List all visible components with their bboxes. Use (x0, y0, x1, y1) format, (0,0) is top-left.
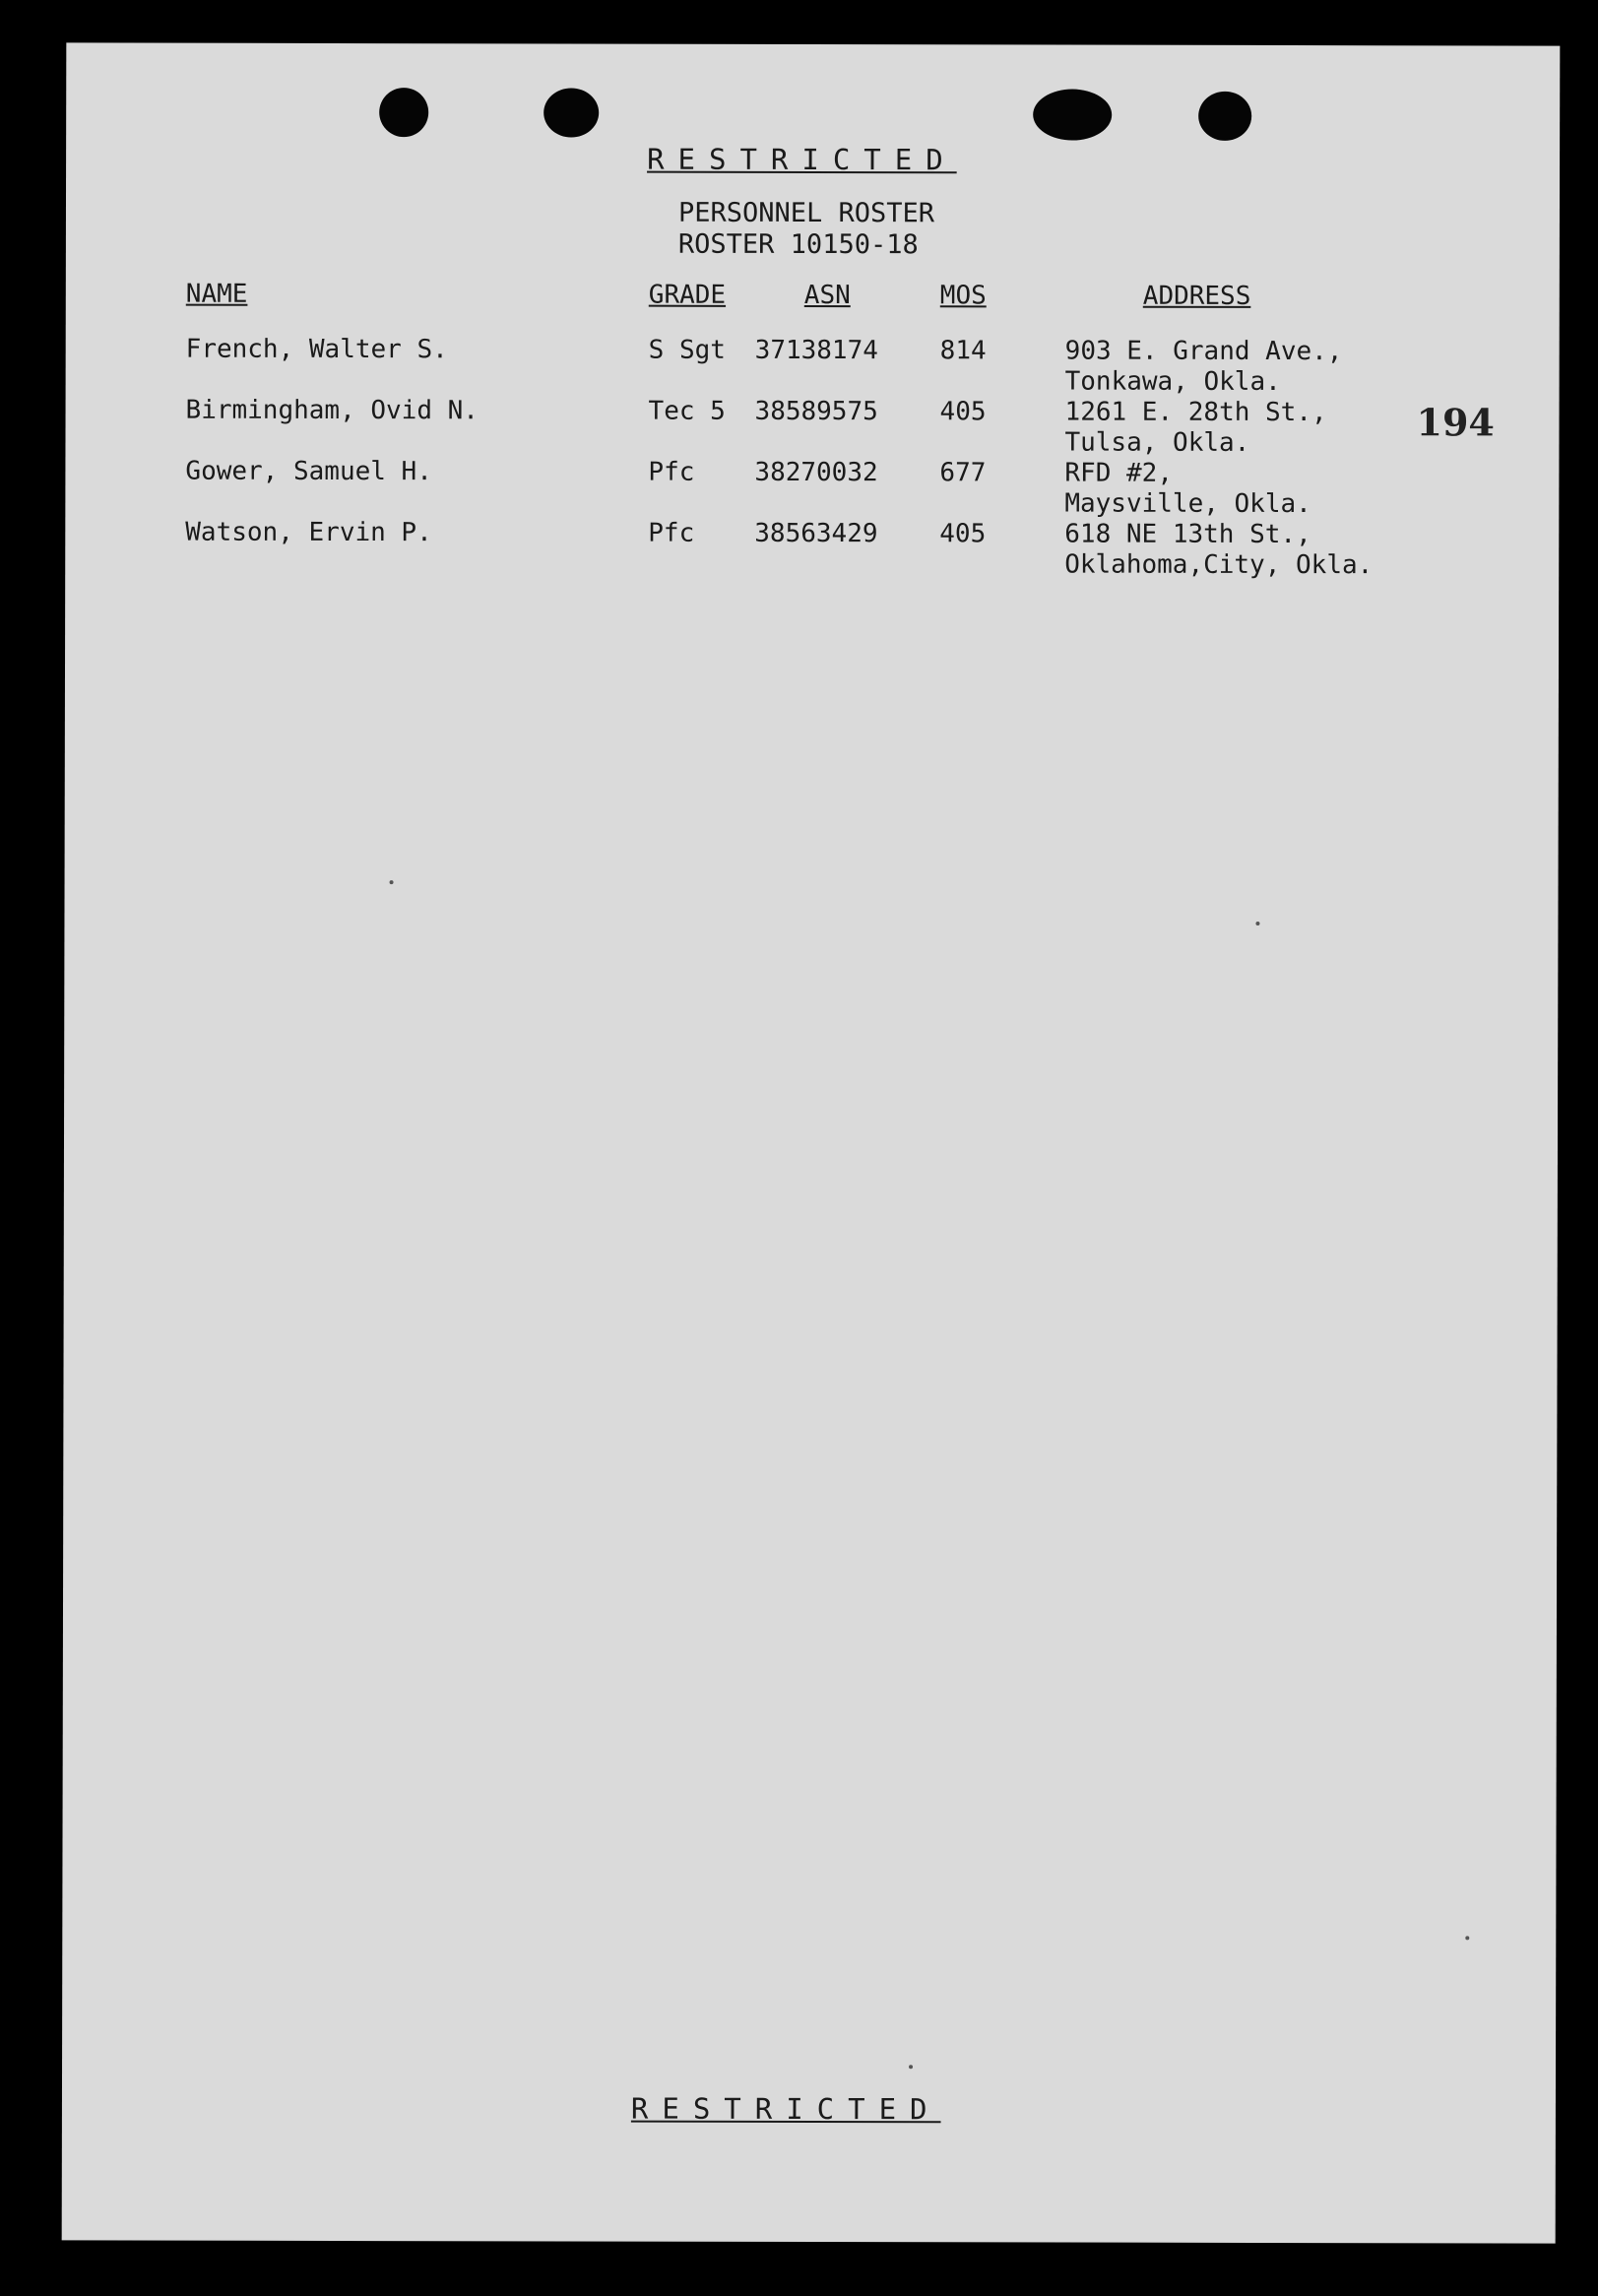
roster-mos: 677 (939, 458, 987, 488)
document-title: PERSONNEL ROSTER (677, 197, 935, 229)
roster-number: ROSTER 10150-18 (677, 228, 919, 261)
roster-asn: 37138174 (754, 335, 878, 366)
paper-speck (909, 2065, 913, 2069)
roster-address-line2: Maysville, Okla. (1064, 488, 1311, 520)
paper-speck (1465, 1936, 1469, 1940)
roster-mos: 814 (939, 336, 987, 366)
page-number: 194 (1416, 400, 1495, 445)
roster-mos: 405 (939, 397, 987, 427)
roster-mos: 405 (939, 519, 987, 549)
roster-grade: S Sgt (648, 335, 726, 365)
roster-name: Gower, Samuel H. (185, 456, 432, 487)
classification-marking-top: RESTRICTED (647, 142, 957, 177)
roster-asn: 38270032 (754, 457, 878, 488)
column-header-grade: GRADE (648, 280, 727, 310)
roster-address-line1: 1261 E. 28th St., (1064, 397, 1327, 428)
roster-name: French, Walter S. (185, 334, 448, 365)
roster-grade: Pfc (648, 457, 695, 487)
roster-address-line2: Tonkawa, Okla. (1064, 366, 1281, 397)
punch-hole (1198, 92, 1251, 141)
punch-hole (543, 88, 599, 137)
document-page (62, 42, 1561, 2243)
classification-marking-bottom: RESTRICTED (630, 2091, 941, 2127)
roster-address-line2: Oklahoma,City, Okla. (1064, 549, 1374, 581)
column-header-address: ADDRESS (1142, 281, 1251, 311)
roster-name: Watson, Ervin P. (185, 517, 432, 548)
column-header-name: NAME (185, 279, 248, 309)
roster-grade: Pfc (648, 518, 695, 548)
roster-address-line1: 618 NE 13th St., (1064, 519, 1311, 550)
punch-hole (379, 88, 428, 137)
roster-address-line2: Tulsa, Okla. (1064, 427, 1250, 458)
roster-address-line1: RFD #2, (1064, 458, 1174, 488)
roster-name: Birmingham, Ovid N. (185, 395, 479, 426)
roster-grade: Tec 5 (648, 396, 726, 426)
paper-speck (1255, 922, 1259, 925)
punch-hole (1033, 89, 1112, 140)
roster-asn: 38563429 (754, 518, 878, 549)
roster-asn: 38589575 (754, 396, 878, 427)
column-header-mos: MOS (939, 281, 987, 311)
paper-speck (390, 880, 394, 884)
column-header-asn: ASN (803, 280, 851, 311)
roster-address-line1: 903 E. Grand Ave., (1064, 336, 1343, 367)
